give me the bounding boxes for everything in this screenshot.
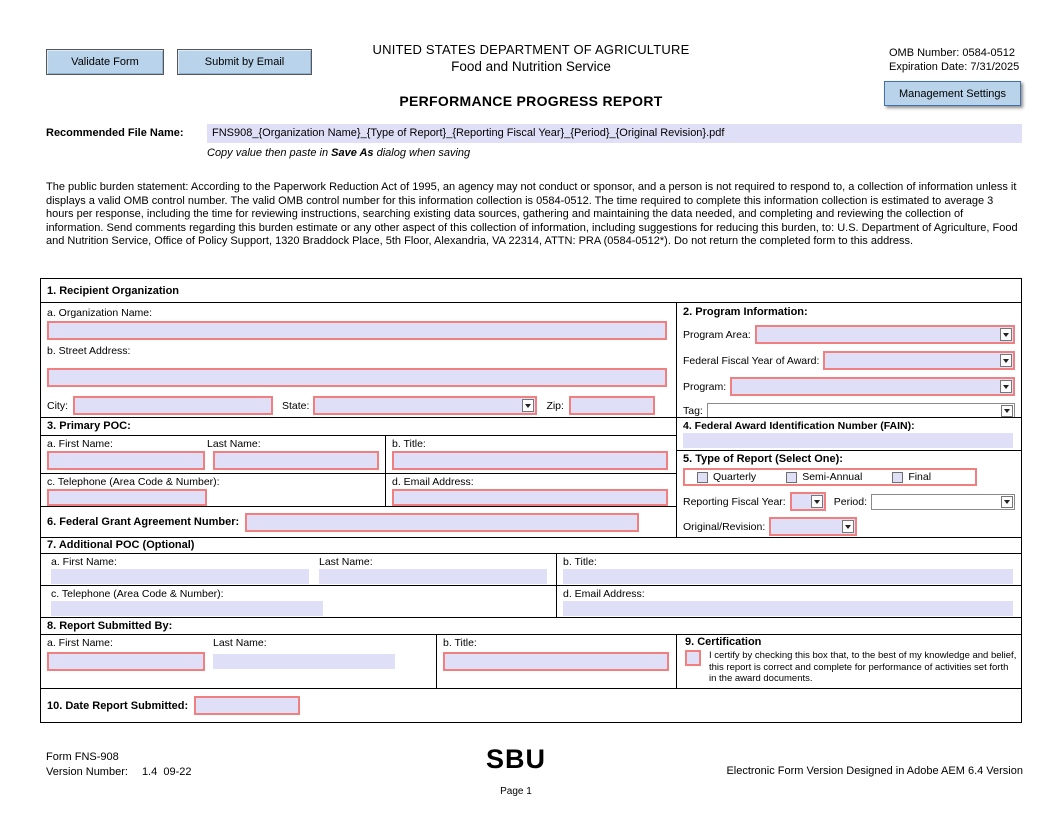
original-revision-label: Original/Revision: xyxy=(683,520,766,533)
poc-title-label: b. Title: xyxy=(392,438,426,450)
addl-email-label: d. Email Address: xyxy=(563,588,645,600)
section-1-header-row xyxy=(41,279,1021,303)
form-title: PERFORMANCE PROGRESS REPORT xyxy=(399,93,663,109)
sub-title-label: b. Title: xyxy=(443,637,477,649)
date-submitted-row xyxy=(41,689,1021,722)
addl-email-input[interactable] xyxy=(563,601,1013,616)
primary-poc-cell xyxy=(41,418,677,537)
poc-telephone-label: c. Telephone (Area Code & Number): xyxy=(47,476,220,488)
certification-text: I certify by checking this box that, to the best of my knowledge and belief, this report is correct and complete for performance of activities set forth in the award documents. xyxy=(709,650,1017,684)
sub-last-name-input[interactable] xyxy=(213,654,395,669)
spacer xyxy=(41,357,676,368)
poc-email-input[interactable] xyxy=(392,489,668,506)
addl-title-input[interactable] xyxy=(563,569,1013,584)
city-label: City: xyxy=(47,399,68,412)
dropdown-arrow-icon[interactable] xyxy=(1000,354,1012,367)
footer-form-number: Form FNS-908 xyxy=(46,751,119,763)
addl-telephone-label: c. Telephone (Area Code & Number): xyxy=(51,588,224,600)
org-name-label: a. Organization Name: xyxy=(47,307,153,319)
reporting-fiscal-year-select[interactable] xyxy=(790,492,826,511)
zip-input[interactable] xyxy=(569,396,655,415)
program-area-label: Program Area: xyxy=(683,328,751,341)
footer-designer-note: Electronic Form Version Designed in Adobe AEM 6.4 Version xyxy=(726,765,1023,777)
street-address-input[interactable] xyxy=(47,368,667,387)
quarterly-label: Quarterly xyxy=(713,471,757,483)
state-select[interactable] xyxy=(313,396,537,415)
program-label: Program: xyxy=(683,380,727,393)
recipient-organization-cell xyxy=(41,303,677,417)
poc-telephone-input[interactable] xyxy=(47,489,207,506)
omb-block xyxy=(889,46,1019,74)
poc-last-name-label: Last Name: xyxy=(207,438,261,450)
omb-number: OMB Number: 0584-0512 xyxy=(889,47,1015,59)
poc-email-label: d. Email Address: xyxy=(392,476,474,488)
section-10-title: 10. Date Report Submitted: xyxy=(47,699,189,712)
state-label: State: xyxy=(282,399,310,412)
date-submitted-input[interactable] xyxy=(194,696,300,715)
addl-first-name-input[interactable] xyxy=(51,569,309,584)
filename-note xyxy=(207,147,470,159)
quarterly-checkbox[interactable] xyxy=(697,472,708,483)
filename-note-bold: Save As xyxy=(331,147,374,159)
grant-agreement-row xyxy=(41,507,676,537)
section-6-title: 6. Federal Grant Agreement Number: xyxy=(47,516,240,528)
section-5-title: 5. Type of Report (Select One): xyxy=(683,453,843,465)
poc-first-name-label: a. First Name: xyxy=(47,438,113,450)
dropdown-arrow-icon[interactable] xyxy=(522,399,534,412)
certification-checkbox[interactable] xyxy=(685,650,701,666)
addl-first-name-label: a. First Name: xyxy=(51,556,117,568)
sub-first-name-input[interactable] xyxy=(47,652,205,671)
final-checkbox[interactable] xyxy=(892,472,903,483)
federal-fiscal-year-label: Federal Fiscal Year of Award: xyxy=(683,354,820,367)
section-4-title: 4. Federal Award Identification Number (FAIN): xyxy=(683,420,915,432)
section-2-title: 2. Program Information: xyxy=(683,306,808,318)
street-address-label: b. Street Address: xyxy=(47,345,131,357)
semi-annual-checkbox[interactable] xyxy=(786,472,797,483)
certification-cell xyxy=(677,635,1021,688)
section-3-title: 3. Primary POC: xyxy=(41,418,676,436)
section-8-title: 8. Report Submitted By: xyxy=(41,618,1021,635)
dropdown-arrow-icon[interactable] xyxy=(811,495,823,508)
organization-name-input[interactable] xyxy=(47,321,667,340)
submit-by-email-button[interactable]: Submit by Email xyxy=(177,49,312,75)
recommended-filename-value[interactable]: FNS908_{Organization Name}_{Type of Report}_{Reporting Fiscal Year}_{Period}_{Original Revision}.pdf xyxy=(207,124,1022,143)
section-7-title: 7. Additional POC (Optional) xyxy=(41,538,1021,554)
original-revision-select[interactable] xyxy=(769,517,857,536)
sub-first-name-label: a. First Name: xyxy=(47,637,113,649)
filename-note-pre: Copy value then paste in xyxy=(207,147,332,159)
section-9-title: 9. Certification xyxy=(685,636,762,648)
burden-statement: The public burden statement: According to the Paperwork Reduction Act of 1995, an agency may not conduct or sponsor, and a person is not required to respond to, a collection of information unless it displays a valid OMB control number. The valid OMB control number for this information collection is 0584-0512. The time required to complete this information collection is estimated to average 3 hours per response, including the time for reviewing instructions, searching existing data sources, gathering and maintaining the data needed, and completing and reviewing the collection of information. Send comments regarding this burden estimate or any other aspect of this collection of information, including suggestions for reducing this burden, to: U.S. Department of Agriculture, Food and Nutrition Service, Office of Policy Support, 1320 Braddock Place, 5th Floor, Alexandria, VA 22314, ATTN: PRA (0584-0512*). Do not return the completed form to this address. xyxy=(46,181,1018,247)
addl-last-name-input[interactable] xyxy=(319,569,547,584)
poc-title-input[interactable] xyxy=(392,451,668,470)
reporting-fiscal-year-label: Reporting Fiscal Year: xyxy=(683,495,786,508)
additional-poc-section xyxy=(41,538,1021,618)
dropdown-arrow-icon[interactable] xyxy=(1001,496,1013,508)
poc-last-name-input[interactable] xyxy=(213,451,379,470)
validate-form-button[interactable]: Validate Form xyxy=(46,49,164,75)
fain-type-of-report-cell xyxy=(677,418,1021,537)
zip-label: Zip: xyxy=(546,399,564,412)
city-state-zip-row xyxy=(47,396,676,415)
agency-title: UNITED STATES DEPARTMENT OF AGRICULTURE xyxy=(372,42,690,57)
version-label: Version Number: xyxy=(46,766,128,778)
fain-input[interactable] xyxy=(683,433,1013,448)
final-label: Final xyxy=(908,471,932,483)
grant-agreement-number-input[interactable] xyxy=(245,513,639,532)
federal-fiscal-year-select[interactable] xyxy=(823,351,1015,370)
period-label: Period: xyxy=(833,495,868,508)
addl-last-name-label: Last Name: xyxy=(319,556,373,568)
type-of-report-group xyxy=(683,468,977,486)
addl-title-label: b. Title: xyxy=(563,556,597,568)
sub-last-name-label: Last Name: xyxy=(213,637,267,649)
program-area-select[interactable] xyxy=(755,325,1015,344)
semi-annual-label: Semi-Annual xyxy=(802,471,863,483)
form-table xyxy=(40,278,1022,723)
dropdown-arrow-icon[interactable] xyxy=(1001,405,1013,417)
tag-label: Tag: xyxy=(683,405,703,417)
report-submitted-section xyxy=(41,618,1021,689)
sub-title-input[interactable] xyxy=(443,652,669,671)
dropdown-arrow-icon[interactable] xyxy=(842,520,854,533)
version-value: 1.4 09-22 xyxy=(141,766,192,778)
expiration-date: Expiration Date: 7/31/2025 xyxy=(889,61,1020,73)
tag-select[interactable] xyxy=(707,403,1015,417)
addl-telephone-input[interactable] xyxy=(51,601,323,616)
city-input[interactable] xyxy=(73,396,273,415)
dropdown-arrow-icon[interactable] xyxy=(1000,328,1012,341)
dropdown-arrow-icon[interactable] xyxy=(1000,380,1012,393)
agency-subtitle: Food and Nutrition Service xyxy=(451,59,611,74)
section-1-title: 1. Recipient Organization xyxy=(47,284,180,297)
filename-note-post: dialog when saving xyxy=(373,147,471,159)
poc-first-name-input[interactable] xyxy=(47,451,205,470)
period-select[interactable] xyxy=(871,494,1015,510)
sbu-marking: SBU xyxy=(485,744,546,774)
program-select[interactable] xyxy=(730,377,1015,396)
program-information-cell xyxy=(677,303,1021,417)
page-number: Page 1 xyxy=(500,786,532,797)
recommended-filename-label: Recommended File Name: xyxy=(46,127,184,139)
management-settings-button[interactable]: Management Settings xyxy=(884,81,1021,106)
